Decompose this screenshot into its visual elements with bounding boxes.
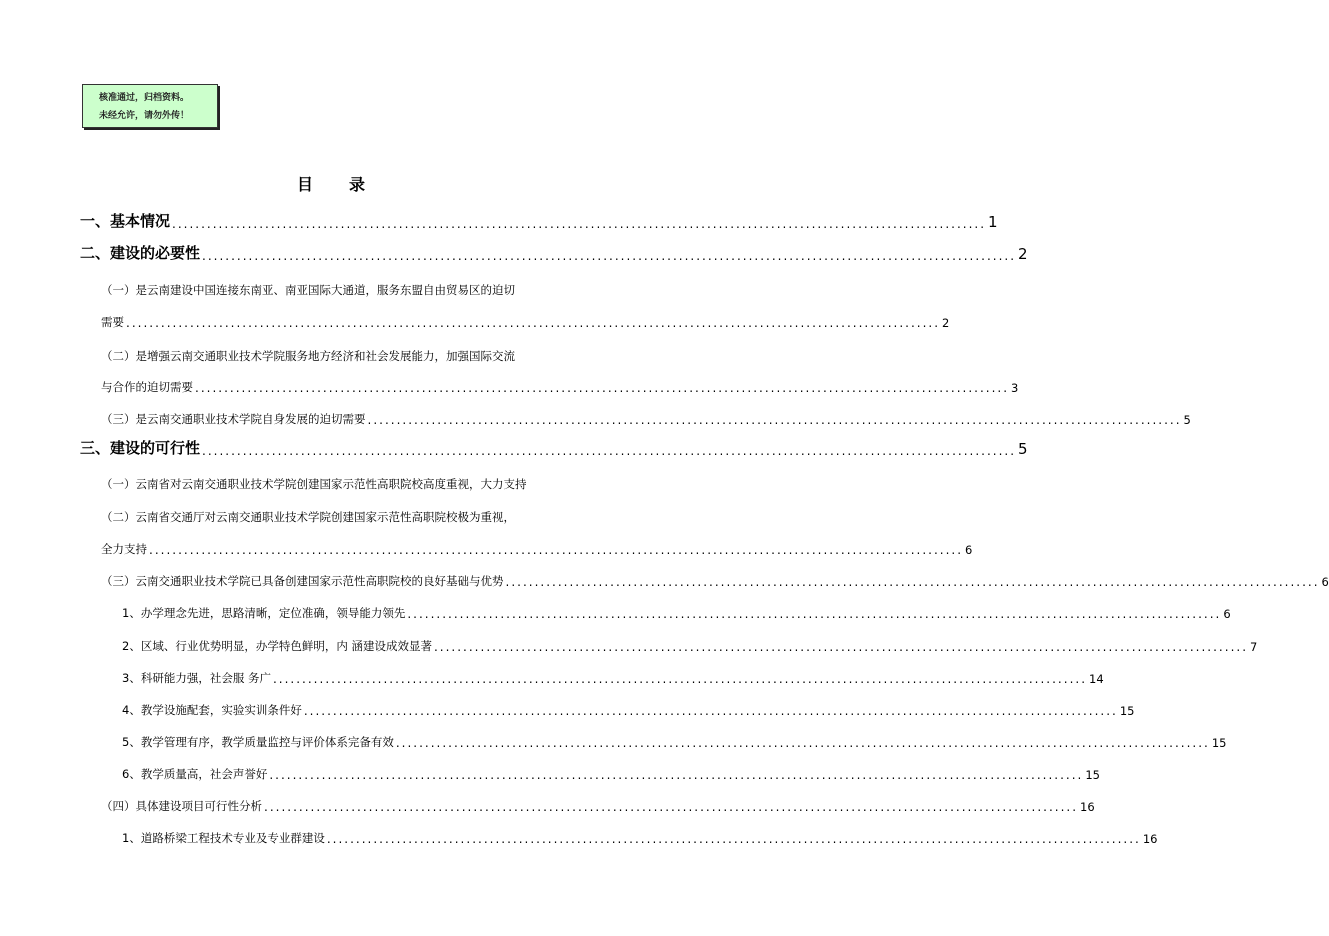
toc-page-number: 2 <box>942 316 950 330</box>
toc-leader-dots: ............................................................................................................................................ <box>367 413 1182 427</box>
toc-entry-sec2-2-line1[interactable] <box>0 340 662 364</box>
toc-page-number: 3 <box>1011 381 1019 395</box>
toc-page-number: 15 <box>1119 704 1135 718</box>
toc-entry-sec3-3-6[interactable] <box>0 758 1100 782</box>
toc-entry-sec3-3-2[interactable] <box>0 630 1258 654</box>
toc-leader-dots: ............................................................................................................................................ <box>149 543 964 557</box>
toc-entry-label: 需要 <box>101 315 124 329</box>
toc-page-number: 15 <box>1085 768 1100 782</box>
toc-page-number: 2 <box>1018 245 1028 263</box>
toc-entry-sec3-4-1[interactable] <box>0 822 1158 846</box>
title-char-1: 目 <box>296 175 313 194</box>
toc-entry-label: 2、区域、行业优势明显，办学特色鲜明，内 涵建设成效显著 <box>122 639 432 653</box>
toc-leader-dots: ............................................................................................................................................ <box>172 217 987 231</box>
approval-stamp <box>82 84 218 128</box>
toc-entry-label: 1、办学理念先进，思路清晰，定位准确，领导能力领先 <box>122 606 406 620</box>
toc-entry-label: （四）具体建设项目可行性分析 <box>101 799 262 813</box>
toc-leader-dots: ............................................................................................................................................ <box>264 800 1079 814</box>
toc-entry-label: 5、教学管理有序，教学质量监控与评价体系完备有效 <box>122 735 394 749</box>
toc-page-number: 7 <box>1250 640 1258 654</box>
toc-entry-sec3-2-line2[interactable] <box>0 533 973 557</box>
toc-entry-label: （二）云南省交通厅对云南交通职业技术学院创建国家示范性高职院校极为重视， <box>101 510 515 524</box>
toc-leader-dots: ............................................................................................................................................ <box>202 444 1017 458</box>
toc-page-number: 16 <box>1080 800 1095 814</box>
toc-entry-label: 全力支持 <box>101 542 147 556</box>
toc-entry-label: 6、教学质量高，社会声誉好 <box>122 767 268 781</box>
toc-entry-sec2-1-line1[interactable] <box>0 274 662 298</box>
toc-entry-label: （一）云南省对云南交通职业技术学院创建国家示范性高职院校高度重视，大力支持 <box>101 477 527 491</box>
toc-entry-label: 三、建设的可行性 <box>80 439 201 457</box>
toc-entry-sec3-3[interactable] <box>0 565 1329 589</box>
toc-page-number: 6 <box>965 543 973 557</box>
toc-leader-dots: ............................................................................................................................................ <box>202 249 1017 263</box>
toc-entry-label: （三）云南交通职业技术学院已具备创建国家示范性高职院校的良好基础与优势 <box>101 574 504 588</box>
toc-entry-sec3-4[interactable] <box>0 790 1095 814</box>
toc-entry-label: （三）是云南交通职业技术学院自身发展的迫切需要 <box>101 412 366 426</box>
toc-entry-sec3-3-1[interactable] <box>0 597 1231 621</box>
toc-page-number: 6 <box>1223 607 1231 621</box>
toc-page-number: 1 <box>988 213 998 231</box>
toc-leader-dots: ............................................................................................................................................ <box>303 704 1118 718</box>
toc-entry-sec2[interactable] <box>0 239 1028 263</box>
toc-leader-dots: ............................................................................................................................................ <box>395 736 1210 750</box>
toc-entry-label: 二、建设的必要性 <box>80 244 201 262</box>
toc-leader-dots: ............................................................................................................................................ <box>433 640 1249 654</box>
toc-leader-dots: ............................................................................................................................................ <box>126 316 941 330</box>
toc-entry-sec2-1-line2[interactable] <box>0 306 950 330</box>
toc-page-number: 15 <box>1211 736 1227 750</box>
toc-leader-dots: ............................................................................................................................................ <box>505 575 1320 589</box>
toc-entry-label: （一）是云南建设中国连接东南亚、南亚国际大通道，服务东盟自由贸易区的迫切 <box>101 283 515 297</box>
toc-entry-label: 一、基本情况 <box>80 212 171 230</box>
stamp-line-1: 核准通过，归档资料。 <box>99 93 190 103</box>
toc-entry-sec3-3-5[interactable] <box>0 726 1227 750</box>
toc-entry-sec3[interactable] <box>0 434 1028 458</box>
toc-entry-sec2-3[interactable] <box>0 403 1191 427</box>
toc-entry-sec2-2-line2[interactable] <box>0 371 1019 395</box>
toc-entry-label: 与合作的迫切需要 <box>101 380 193 394</box>
toc-page-number: 5 <box>1018 440 1028 458</box>
toc-leader-dots: ............................................................................................................................................ <box>326 832 1141 846</box>
title-char-2: 录 <box>349 175 366 194</box>
toc-page-number: 16 <box>1142 832 1158 846</box>
toc-page-number: 6 <box>1321 575 1329 589</box>
page-title <box>0 172 662 195</box>
toc-entry-label: （二）是增强云南交通职业技术学院服务地方经济和社会发展能力，加强国际交流 <box>101 349 515 363</box>
toc-entry-sec3-3-4[interactable] <box>0 694 1135 718</box>
toc-page-number: 14 <box>1089 672 1104 686</box>
toc-leader-dots: ............................................................................................................................................ <box>407 607 1222 621</box>
toc-leader-dots: ............................................................................................................................................ <box>269 768 1084 782</box>
toc-page-number: 5 <box>1183 413 1191 427</box>
toc-entry-label: 3、科研能力强，社会服 务广 <box>122 671 271 685</box>
toc-entry-label: 4、教学设施配套，实验实训条件好 <box>122 703 302 717</box>
toc-entry-sec3-1[interactable] <box>0 468 662 492</box>
toc-entry-sec3-2-line1[interactable] <box>0 501 662 525</box>
toc-entry-sec3-3-3[interactable] <box>0 662 1104 686</box>
toc-leader-dots: ............................................................................................................................................ <box>195 381 1010 395</box>
toc-entry-label: 1、道路桥梁工程技术专业及专业群建设 <box>122 831 325 845</box>
stamp-line-2: 未经允许，请勿外传！ <box>99 111 190 121</box>
toc-leader-dots: ............................................................................................................................................ <box>272 672 1088 686</box>
toc-entry-sec1[interactable] <box>0 207 998 231</box>
